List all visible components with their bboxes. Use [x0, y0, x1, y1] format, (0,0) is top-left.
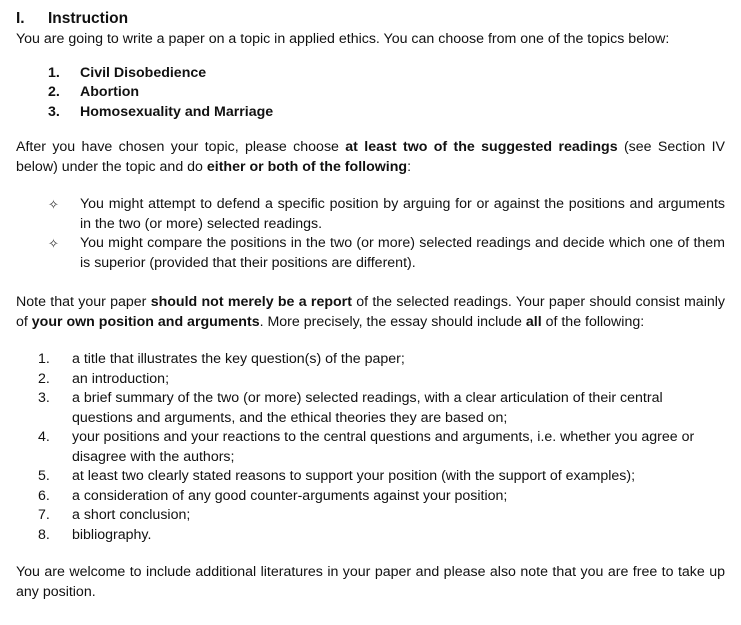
note-emphasis: all [525, 313, 542, 330]
option-list [48, 195, 725, 273]
requirement-number: 4. [38, 429, 50, 445]
requirement-text: bibliography. [72, 526, 152, 543]
topic-number: 1. [48, 64, 60, 81]
requirement-number: 6. [38, 487, 50, 504]
note-text: Note that your paper [16, 294, 151, 310]
requirement-text: at least two clearly stated reasons to support your position (with the support of examples); [72, 468, 636, 484]
requirement-text: a short conclusion; [72, 507, 191, 523]
choose-text: : [407, 158, 412, 175]
section-number: I. [16, 10, 25, 27]
requirement-item [38, 467, 725, 487]
note-paragraph [16, 293, 725, 332]
requirement-text: a brief summary of the two (or more) selected readings, with a clear articulation of their central questions and arguments, and the ethical theories they are based on; [72, 390, 663, 426]
section-title: Instruction [48, 10, 129, 27]
choose-text: After you have chosen your topic, please choose [16, 139, 346, 155]
requirement-item [38, 370, 725, 390]
requirement-number: 5. [38, 468, 50, 484]
requirement-number: 1. [38, 351, 50, 367]
option-item [48, 195, 725, 234]
note-text: of the selected readings. Your paper should consist mainly of [16, 294, 725, 330]
requirement-text: a title that illustrates the key question(s) of the paper; [72, 351, 405, 367]
topic-number: 3. [48, 103, 60, 120]
topic-item [48, 103, 725, 123]
option-text: You might attempt to defend a specific position by arguing for or against the positions and arguments in the two (or more) selected readings. [80, 196, 725, 232]
note-text: . More precisely, the essay should include [259, 313, 526, 330]
closing-paragraph: You are welcome to include additional literatures in your paper and please also note that you are free to take up any position. [16, 564, 725, 600]
topic-item [48, 64, 725, 84]
option-text: You might compare the positions in the two (or more) selected readings and decide which one of them is superior (provided that their positions are different). [80, 235, 725, 271]
note-emphasis: should not merely be a report [150, 294, 352, 310]
topic-item [48, 83, 725, 103]
topic-label: Abortion [80, 84, 140, 100]
note-text: of the following: [541, 313, 645, 330]
requirement-text: an introduction; [72, 370, 170, 387]
requirement-number: 7. [38, 507, 50, 523]
requirement-number: 3. [38, 390, 50, 406]
intro-paragraph: You are going to write a paper on a topic in applied ethics. You can choose from one of the topics below: [16, 31, 670, 47]
requirement-item [38, 526, 725, 546]
requirement-text: a consideration of any good counter-arguments against your position; [72, 487, 508, 504]
option-item [48, 234, 725, 273]
note-emphasis: your own position and arguments [31, 313, 260, 330]
requirement-item [38, 506, 725, 526]
choose-emphasis: either or both of the following [206, 158, 408, 175]
choose-text: (see Section IV below) under the topic and do [16, 139, 725, 175]
choose-paragraph [16, 138, 725, 177]
topic-number: 2. [48, 84, 60, 100]
star-bullet-icon: ✧ [48, 197, 59, 212]
star-bullet-icon: ✧ [48, 236, 59, 251]
topic-list [48, 64, 725, 123]
requirement-item [38, 389, 725, 428]
requirement-item [38, 487, 725, 507]
requirement-list [38, 350, 725, 545]
requirement-item [38, 350, 725, 370]
topic-label: Civil Disobedience [80, 64, 207, 81]
requirement-item [38, 428, 725, 467]
requirement-number: 8. [38, 526, 50, 543]
requirement-number: 2. [38, 370, 50, 387]
choose-emphasis: at least two of the suggested readings [345, 139, 618, 155]
topic-label: Homosexuality and Marriage [80, 103, 274, 120]
section-heading [16, 8, 725, 30]
requirement-text: your positions and your reactions to the central questions and arguments, i.e. whether you agree or disagree with the authors; [72, 429, 695, 465]
